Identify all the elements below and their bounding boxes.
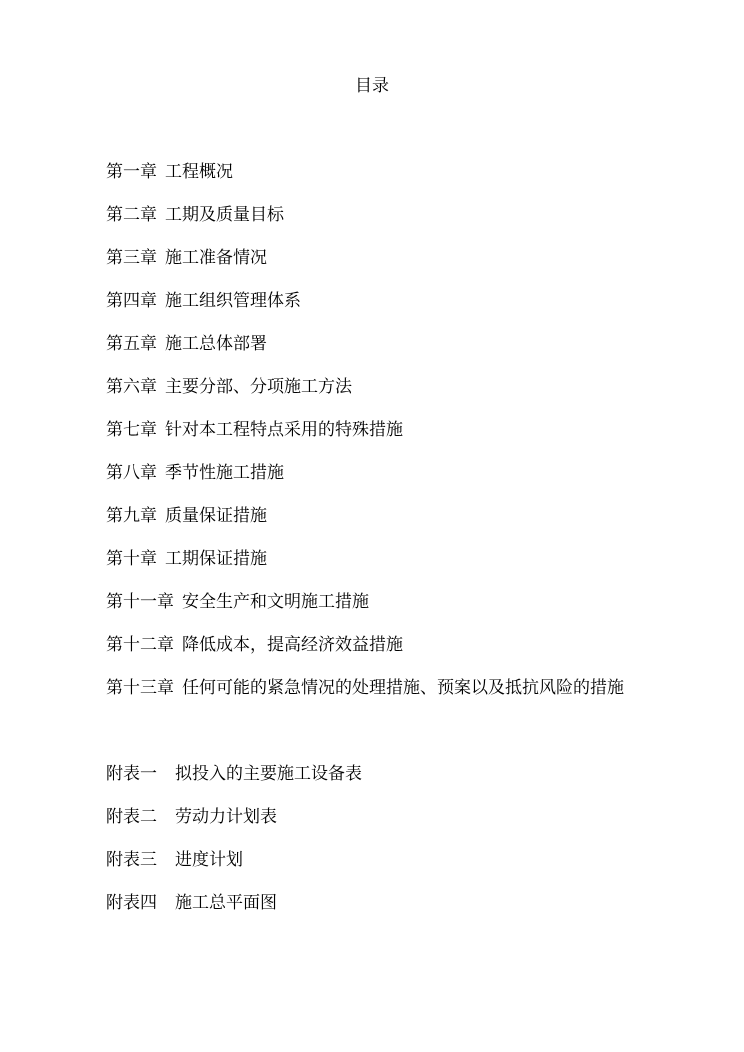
chapter-number: 第六章: [106, 377, 157, 397]
chapter-title: 工期及质量目标: [165, 205, 284, 225]
page-title: 目录: [355, 76, 389, 96]
appendix-title: 施工总平面图: [175, 893, 277, 913]
toc-item-chapter-11: [106, 590, 369, 614]
chapter-number: 第九章: [106, 506, 157, 526]
chapter-number: 第二章: [106, 205, 157, 225]
chapter-title: 施工组织管理体系: [165, 291, 301, 311]
toc-item-chapter-6: [106, 375, 352, 399]
chapter-title: 季节性施工措施: [165, 463, 284, 483]
chapter-title: 工程概况: [165, 162, 233, 182]
chapter-number: 第一章: [106, 162, 157, 182]
chapter-number: 第五章: [106, 334, 157, 354]
toc-item-chapter-1: [106, 160, 233, 184]
appendix-title: 劳动力计划表: [175, 807, 277, 827]
toc-item-chapter-2: [106, 203, 284, 227]
chapter-number: 第十三章: [106, 678, 174, 698]
toc-item-appendix-2: [106, 805, 277, 829]
chapter-title: 针对本工程特点采用的特殊措施: [165, 420, 403, 440]
toc-item-chapter-13: [106, 676, 624, 700]
chapter-title: 施工准备情况: [165, 248, 267, 268]
chapter-title: 降低成本，提高经济效益措施: [182, 635, 403, 655]
appendix-title: 拟投入的主要施工设备表: [175, 764, 362, 784]
chapter-number: 第十一章: [106, 592, 174, 612]
chapter-number: 第四章: [106, 291, 157, 311]
chapter-number: 第十章: [106, 549, 157, 569]
appendix-title: 进度计划: [175, 850, 243, 870]
toc-item-appendix-1: [106, 762, 362, 786]
appendix-number: 附表四: [106, 893, 157, 913]
chapter-number: 第七章: [106, 420, 157, 440]
chapter-title: 主要分部、分项施工方法: [165, 377, 352, 397]
chapter-title: 工期保证措施: [165, 549, 267, 569]
toc-item-appendix-3: [106, 848, 243, 872]
toc-item-chapter-3: [106, 246, 267, 270]
toc-item-appendix-4: [106, 891, 277, 915]
toc-item-chapter-8: [106, 461, 284, 485]
appendix-number: 附表三: [106, 850, 157, 870]
appendix-number: 附表二: [106, 807, 157, 827]
chapter-number: 第八章: [106, 463, 157, 483]
toc-item-chapter-12: [106, 633, 403, 657]
chapter-number: 第三章: [106, 248, 157, 268]
chapter-title: 安全生产和文明施工措施: [182, 592, 369, 612]
appendix-number: 附表一: [106, 764, 157, 784]
toc-item-chapter-5: [106, 332, 267, 356]
chapter-title: 质量保证措施: [165, 506, 267, 526]
toc-item-chapter-9: [106, 504, 267, 528]
toc-item-chapter-4: [106, 289, 301, 313]
toc-item-chapter-7: [106, 418, 403, 442]
chapter-title: 任何可能的紧急情况的处理措施、预案以及抵抗风险的措施: [182, 678, 624, 698]
toc-item-chapter-10: [106, 547, 267, 571]
chapter-title: 施工总体部署: [165, 334, 267, 354]
chapter-number: 第十二章: [106, 635, 174, 655]
